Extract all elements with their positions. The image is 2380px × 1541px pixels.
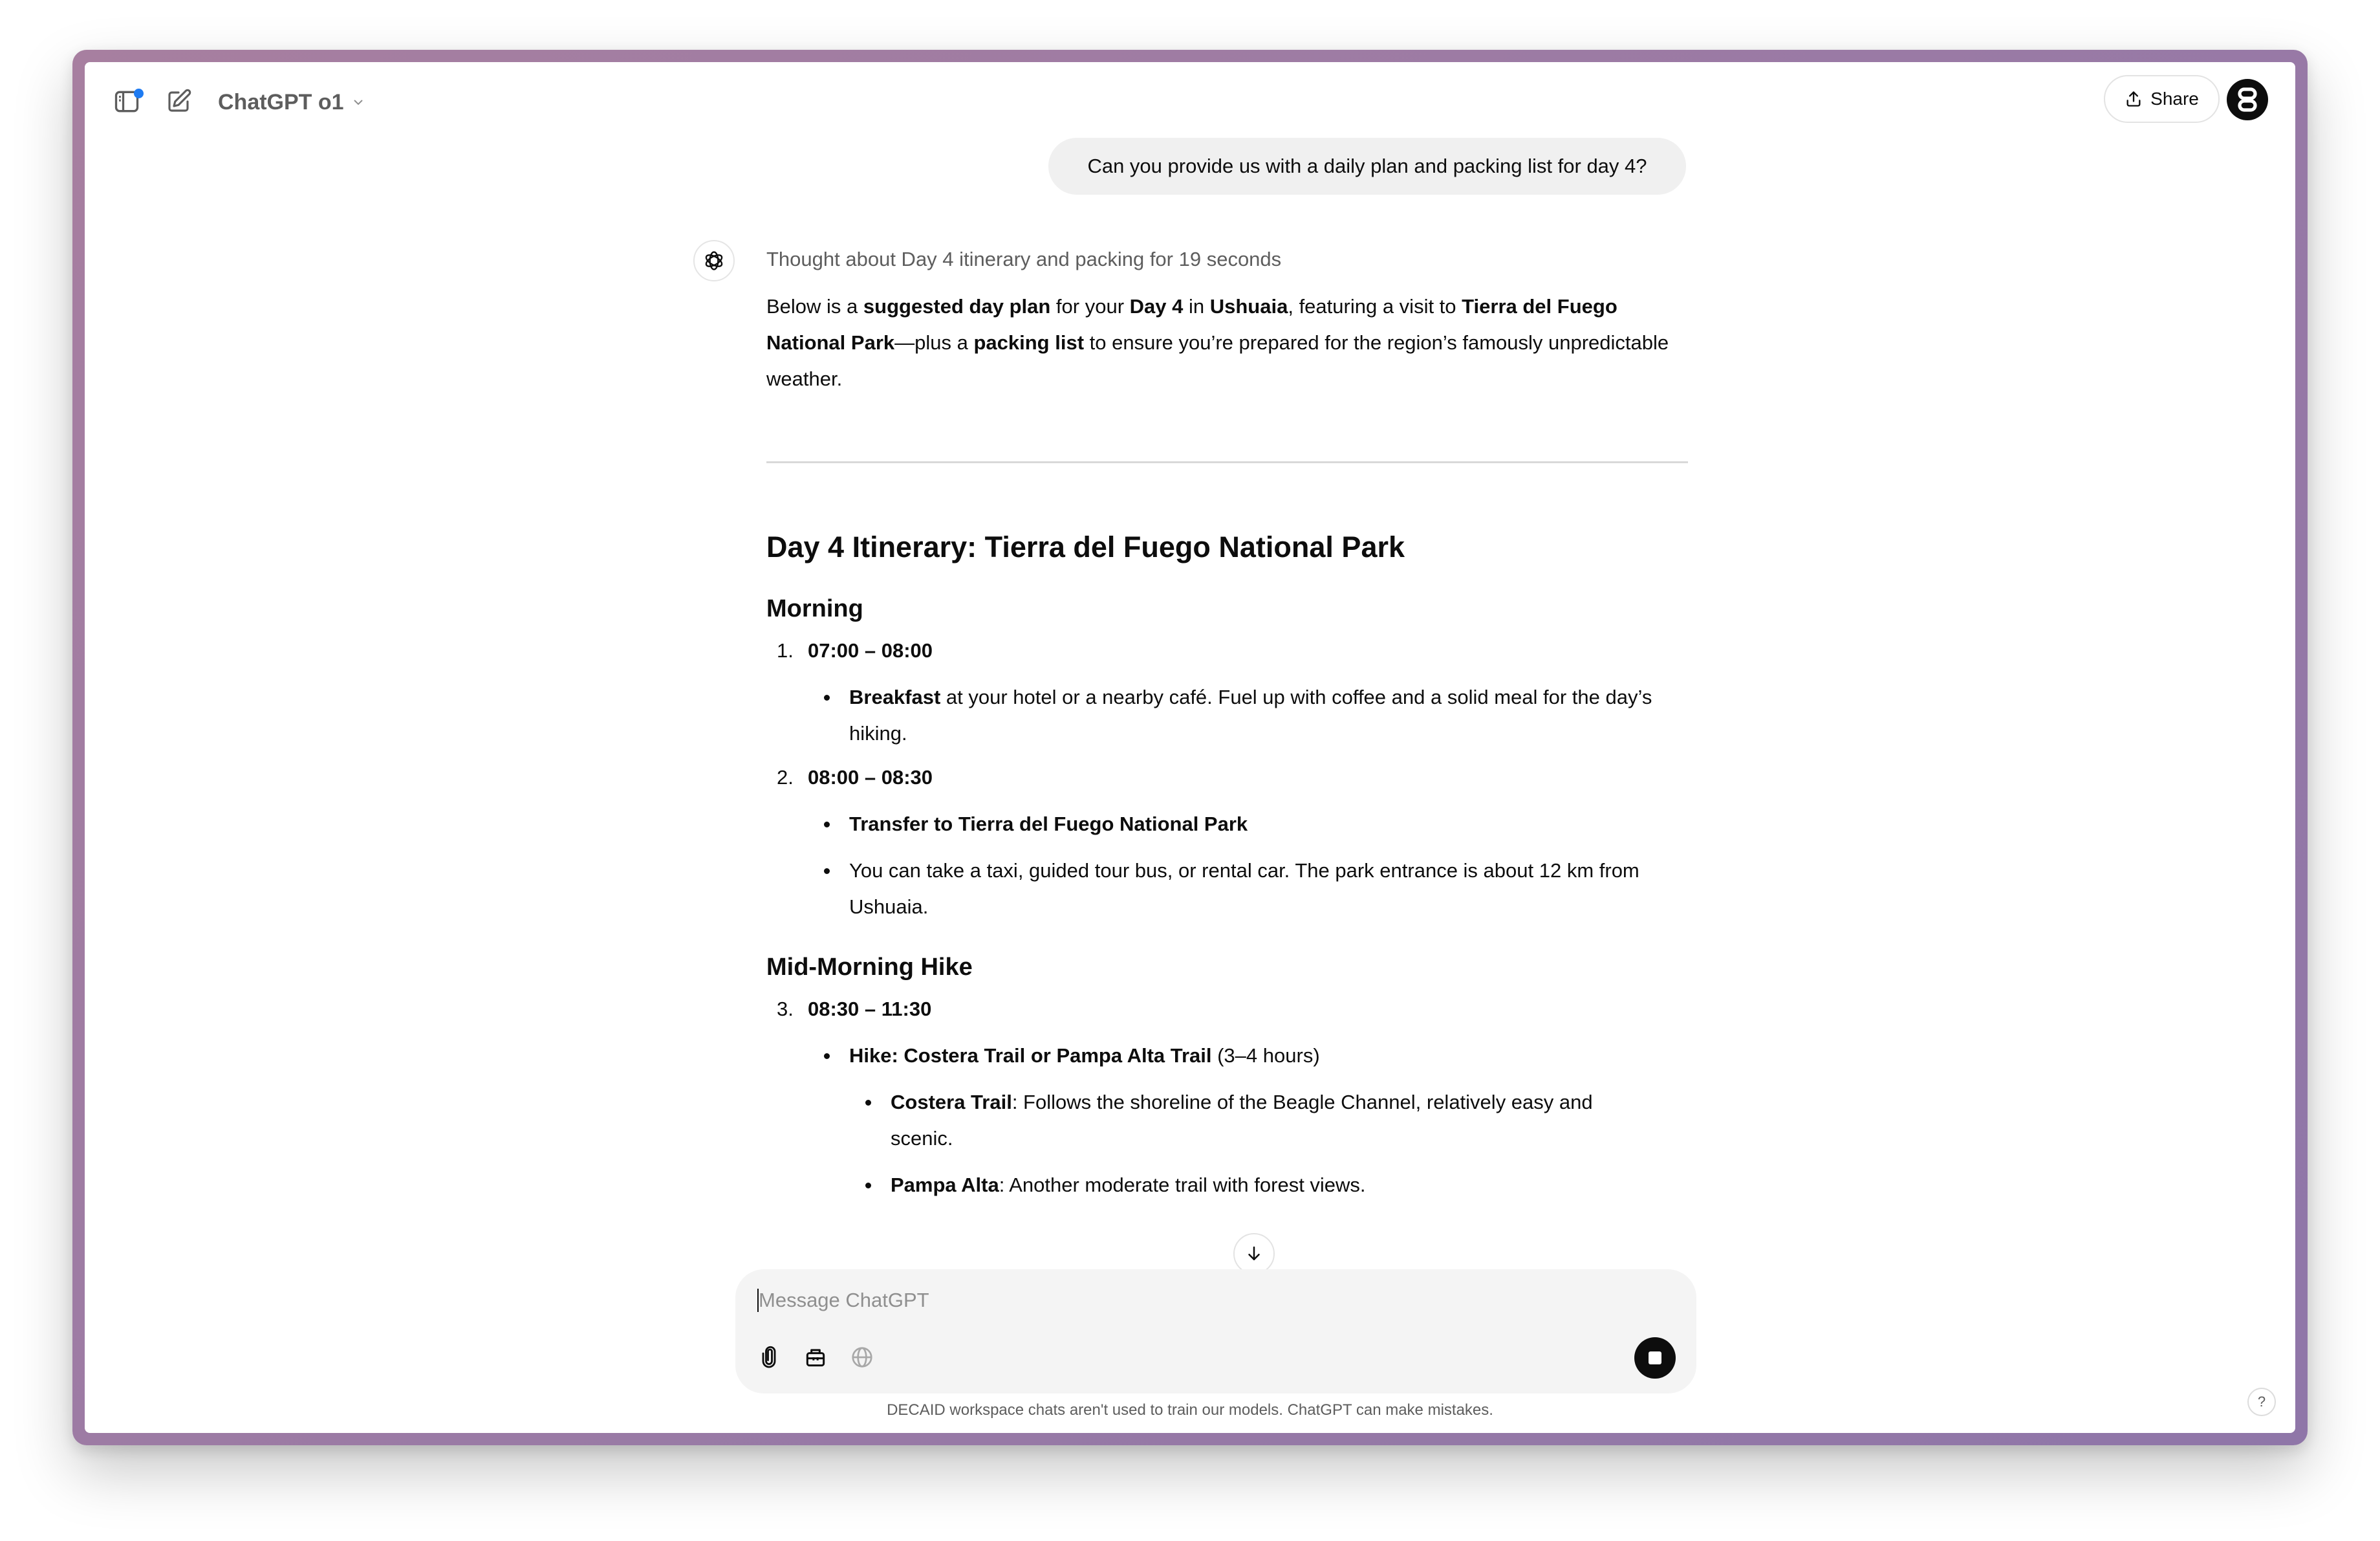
list-number: 1.: [777, 639, 794, 662]
bullet-bold: Hike: Costera Trail or Pampa Alta Trail: [849, 1044, 1212, 1067]
tools-button[interactable]: [799, 1340, 832, 1374]
attach-button[interactable]: [752, 1340, 786, 1374]
text-caret: [757, 1289, 759, 1312]
intro-bold-2: Day 4: [1129, 295, 1184, 318]
message-input[interactable]: [757, 1284, 1601, 1317]
list-item: [766, 991, 1688, 1027]
bullet-bold: Breakfast: [849, 686, 941, 708]
assistant-message: [766, 289, 1688, 1203]
bullet-text: at your hotel or a nearby café. Fuel up with coffee and a solid meal for the day’s hiking.: [849, 686, 1652, 745]
itinerary-heading: Day 4 Itinerary: Tierra del Fuego National Park: [766, 530, 1405, 563]
intro-text-1: Below is a: [766, 295, 863, 318]
midmorning-heading: Mid-Morning Hike: [766, 954, 973, 981]
scroll-to-bottom-button[interactable]: [1233, 1233, 1275, 1274]
stop-icon: [1649, 1351, 1661, 1364]
bullet-dot: [824, 1053, 830, 1059]
list-number: 2.: [777, 766, 794, 789]
intro-bold-4: Tierra del Fuego National Park: [766, 295, 1617, 354]
share-label: Share: [2150, 89, 2199, 109]
morning-heading: Morning: [766, 595, 863, 622]
web-search-button[interactable]: [845, 1340, 879, 1374]
openai-logo-icon: [702, 248, 726, 273]
bullet-bold: Costera Trail: [891, 1091, 1012, 1113]
bullet-item: [766, 853, 1688, 925]
stop-generating-button[interactable]: [1634, 1337, 1676, 1379]
time-range: 08:30 – 11:30: [808, 998, 932, 1020]
paperclip-icon: [757, 1346, 781, 1369]
intro-text-3: in: [1183, 295, 1210, 318]
section-divider: [766, 461, 1688, 463]
intro-paragraph: [766, 289, 1688, 397]
bullet-bold: Transfer to Tierra del Fuego National Park: [849, 813, 1248, 835]
bullet-item: [766, 679, 1688, 752]
globe-icon: [850, 1345, 874, 1370]
intro-text-4: , featuring a visit to: [1288, 295, 1462, 318]
user-message-text: Can you provide us with a daily plan and packing list for day 4?: [1087, 155, 1647, 177]
bullet-item: [766, 1038, 1688, 1074]
sub-bullet-item: [766, 1084, 1688, 1157]
bullet-text: : Follows the shoreline of the Beagle Channel, relatively easy and scenic.: [891, 1091, 1593, 1150]
intro-bold-3: Ushuaia: [1209, 295, 1288, 318]
assistant-avatar: [693, 240, 735, 281]
intro-bold-5: packing list: [973, 331, 1085, 354]
time-range: 07:00 – 08:00: [808, 639, 933, 662]
intro-text-2: for your: [1050, 295, 1130, 318]
intro-text-5: —plus a: [894, 331, 974, 354]
time-range: 08:00 – 08:30: [808, 766, 933, 789]
reasoning-summary[interactable]: [766, 248, 1281, 271]
bullet-dot: [865, 1100, 871, 1106]
chatgpt-window: [85, 62, 2295, 1433]
intro-text-6: to ensure you’re prepared for the region’s famously unpredictable weather.: [766, 331, 1669, 390]
bullet-text: : Another moderate trail with forest views.: [999, 1174, 1366, 1196]
arrow-down-icon: [1244, 1244, 1264, 1263]
bullet-dot: [824, 822, 830, 827]
disclaimer-text: DECAID workspace chats aren't used to train our models. ChatGPT can make mistakes.: [887, 1401, 1493, 1419]
reasoning-summary-text: Thought about Day 4 itinerary and packing for 19 seconds: [766, 248, 1282, 270]
bullet-text: You can take a taxi, guided tour bus, or rental car. The park entrance is about 12 km from Ushuaia.: [849, 859, 1639, 918]
model-name: ChatGPT o1: [218, 89, 344, 115]
conversation-scroll-area[interactable]: [85, 62, 2295, 1307]
list-number: 3.: [777, 998, 794, 1020]
help-label: ?: [2257, 1393, 2266, 1410]
bullet-dot: [865, 1183, 871, 1188]
toolbox-icon: [803, 1345, 828, 1370]
bullet-item: [766, 806, 1688, 842]
app-window-frame: [72, 50, 2308, 1445]
bullet-dot: [824, 695, 830, 701]
bullet-bold: Pampa Alta: [891, 1174, 999, 1196]
bullet-text: (3–4 hours): [1211, 1044, 1320, 1067]
sub-bullet-item: [766, 1167, 1688, 1203]
bullet-dot: [824, 868, 830, 874]
help-button[interactable]: [2247, 1388, 2276, 1416]
message-composer: [735, 1269, 1696, 1393]
list-item: [766, 760, 1688, 796]
list-item: [766, 633, 1688, 669]
intro-bold-1: suggested day plan: [863, 295, 1051, 318]
